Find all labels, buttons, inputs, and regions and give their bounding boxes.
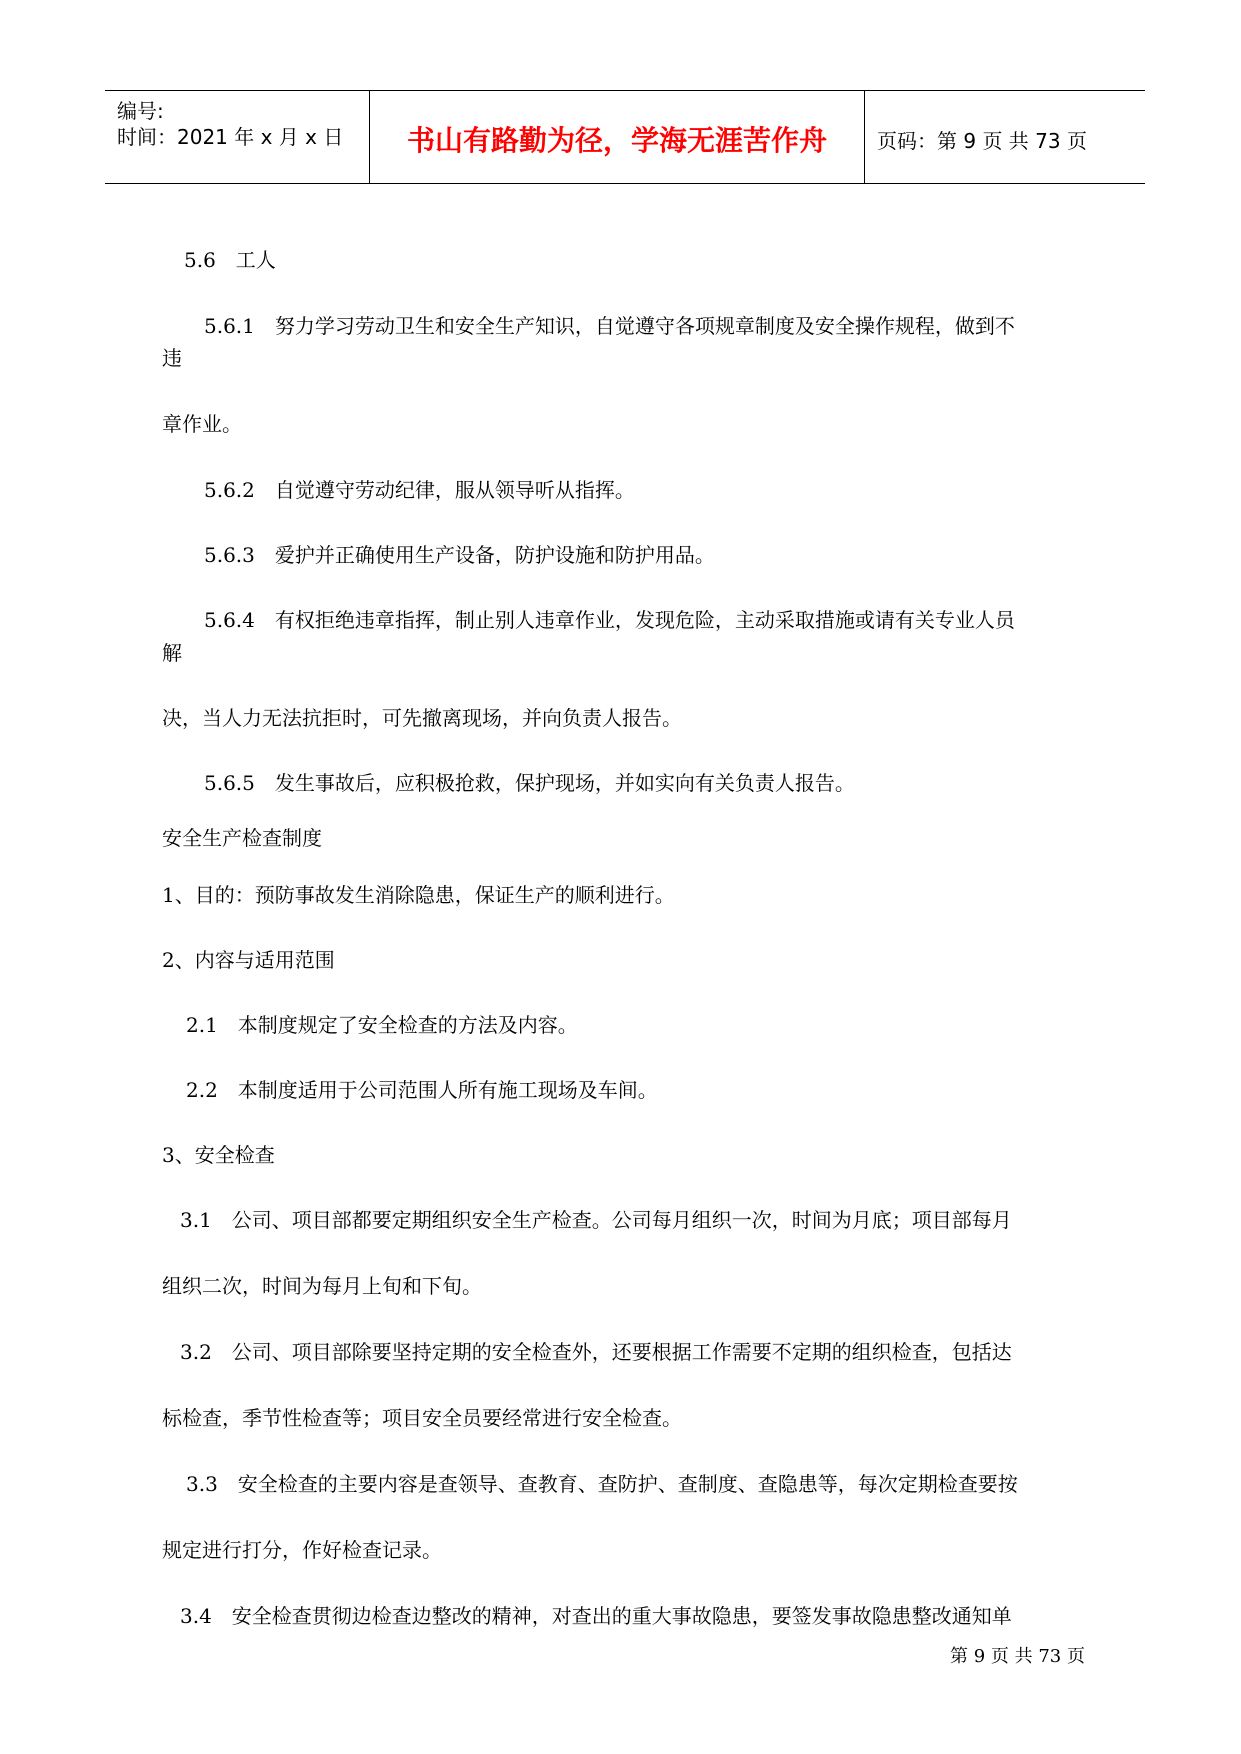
page-footer: 第 9 页 共 73 页 xyxy=(950,1646,1085,1667)
paragraph-2-2: 2.2 本制度适用于公司范围人所有施工现场及车间。 xyxy=(186,1078,658,1102)
paragraph-5-6-4-line2: 解 xyxy=(162,641,182,665)
item-2-scope: 2、内容与适用范围 xyxy=(162,948,335,972)
paragraph-5-6-1-line2: 违 xyxy=(162,346,182,370)
paragraph-3-2-line2: 标检查，季节性检查等；项目安全员要经常进行安全检查。 xyxy=(162,1406,682,1430)
paragraph-5-6-2: 5.6.2 自觉遵守劳动纪律，服从领导听从指挥。 xyxy=(204,478,635,502)
header-page-code: 页码：第 9 页 共 73 页 xyxy=(877,129,1087,153)
paragraph-3-2-line1: 3.2 公司、项目部除要坚持定期的安全检查外，还要根据工作需要不定期的组织检查，包括达 xyxy=(180,1340,1012,1364)
paragraph-5-6-1-line1: 5.6.1 努力学习劳动卫生和安全生产知识，自觉遵守各项规章制度及安全操作规程，做到不 xyxy=(204,314,1015,338)
document-number-label: 编号: xyxy=(117,99,164,123)
paragraph-3-4-line1: 3.4 安全检查贯彻边检查边整改的精神，对查出的重大事故隐患，要签发事故隐患整改通知单 xyxy=(180,1604,1012,1628)
item-3-inspection: 3、安全检查 xyxy=(162,1143,275,1167)
paragraph-5-6-5: 5.6.5 发生事故后，应积极抢救，保护现场，并如实向有关负责人报告。 xyxy=(204,771,855,795)
paragraph-3-1-line1: 3.1 公司、项目部都要定期组织安全生产检查。公司每月组织一次，时间为月底；项目部每月 xyxy=(180,1208,1012,1232)
section-5-6-heading: 5.6 工人 xyxy=(184,248,276,272)
paragraph-2-1: 2.1 本制度规定了安全检查的方法及内容。 xyxy=(186,1013,578,1037)
paragraph-5-6-4-line3: 决，当人力无法抗拒时，可先撤离现场，并向负责人报告。 xyxy=(162,706,682,730)
paragraph-3-1-line2: 组织二次，时间为每月上旬和下旬。 xyxy=(162,1274,482,1298)
paragraph-5-6-3: 5.6.3 爱护并正确使用生产设备，防护设施和防护用品。 xyxy=(204,543,715,567)
paragraph-5-6-4-line1: 5.6.4 有权拒绝违章指挥，制止别人违章作业，发现危险，主动采取措施或请有关专业人员 xyxy=(204,608,1015,632)
document-time-label: 时间：2021 年 x 月 x 日 xyxy=(117,125,344,149)
item-1-purpose: 1、目的：预防事故发生消除隐患，保证生产的顺利进行。 xyxy=(162,883,675,907)
paragraph-3-3-line2: 规定进行打分，作好检查记录。 xyxy=(162,1538,442,1562)
header-motto: 书山有路勤为径，学海无涯苦作舟 xyxy=(406,124,827,157)
paragraph-3-3-line1: 3.3 安全检查的主要内容是查领导、查教育、查防护、查制度、查隐患等，每次定期检查要按 xyxy=(186,1472,1018,1496)
paragraph-5-6-1-line3: 章作业。 xyxy=(162,412,242,436)
section-title-safety-inspection: 安全生产检查制度 xyxy=(162,826,322,850)
